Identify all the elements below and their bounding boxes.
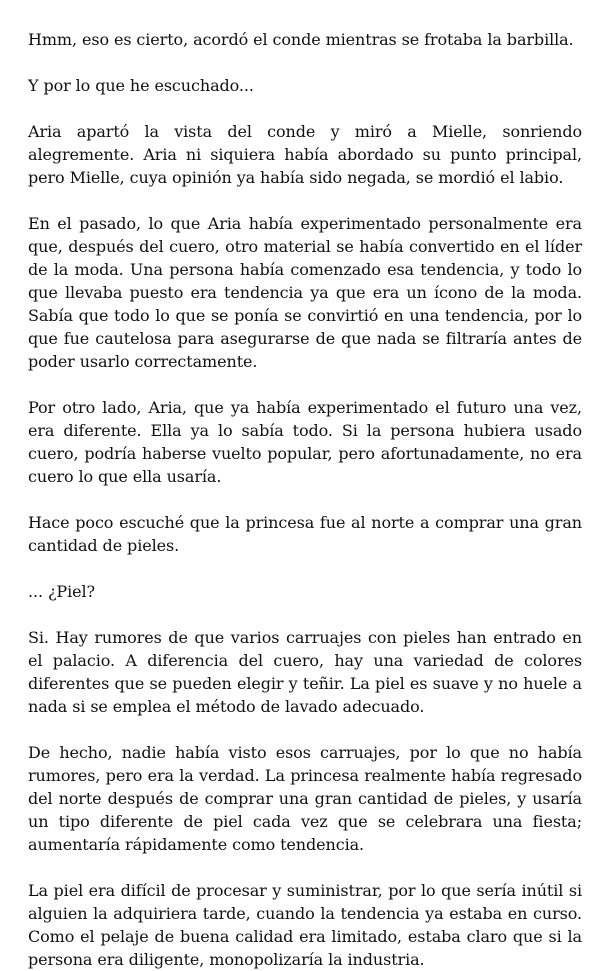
paragraph-4: En el pasado, lo que Aria había experimentado personalmente era que, después del cuero, otro material se había convertido en el líder de la moda. Una persona había comenzado esa tendencia, y todo lo que llevaba puesto era tendencia ya que era un ícono de la moda. Sabía que todo lo que se ponía se convirtió en una tendencia, por lo que fue cautelosa para asegurarse de que nada se filtraría antes de poder usarlo correctamente. — [28, 214, 582, 371]
paragraph-8: Si. Hay rumores de que varios carruajes con pieles han entrado en el palacio. A diferencia del cuero, hay una variedad de colores diferentes que se pueden elegir y teñir. La piel es suave y no huele a nada si se emplea el método de lavado adecuado. — [28, 628, 582, 716]
paragraph-7: ... ¿Piel? — [28, 582, 95, 601]
paragraph-1: Hmm, eso es cierto, acordó el conde mientras se frotaba la barbilla. — [28, 30, 574, 49]
paragraph-10: La piel era difícil de procesar y suministrar, por lo que sería inútil si alguien la adquiriera tarde, cuando la tendencia ya estaba en curso. Como el pelaje de buena calidad era limitado, estaba claro que si la persona era diligente, monopolizaría la industria. — [28, 881, 582, 969]
paragraph-5: Por otro lado, Aria, que ya había experimentado el futuro una vez, era diferente. Ella ya lo sabía todo. Si la persona hubiera usado cuero, podría haberse vuelto popular, pero afortunadamente, no era cuero lo que ella usaría. — [28, 398, 582, 486]
paragraph-3: Aria apartó la vista del conde y miró a Mielle, sonriendo alegremente. Aria ni siquiera había abordado su punto principal, pero Mielle, cuya opinión ya había sido negada, se mordió el labio. — [28, 122, 582, 187]
paragraph-9: De hecho, nadie había visto esos carruajes, por lo que no había rumores, pero era la verdad. La princesa realmente había regresado del norte después de comprar una gran cantidad de pieles, y usaría un tipo diferente de piel cada vez que se celebrara una fiesta; aumentaría rápidamente como tendencia. — [28, 743, 582, 854]
paragraph-6: Hace poco escuché que la princesa fue al norte a comprar una gran cantidad de pieles. — [28, 513, 582, 555]
paragraph-2: Y por lo que he escuchado... — [28, 76, 254, 95]
